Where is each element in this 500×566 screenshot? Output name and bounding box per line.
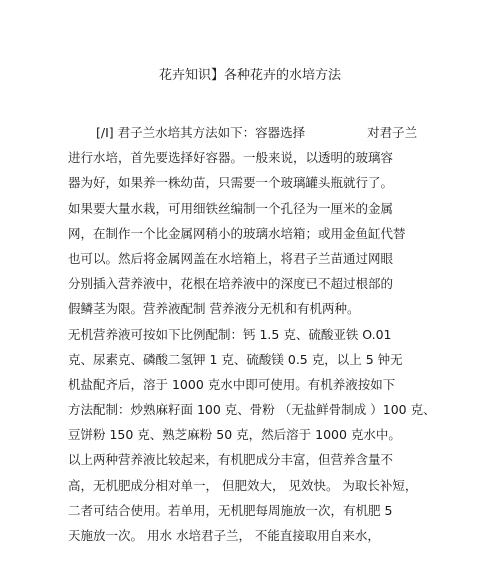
text-line: 机盐配齐后，溶于 1000 克水中即可使用。有机养液按如下 — [68, 376, 396, 392]
text-line: 方法配制：炒熟麻籽面 100 克、骨粉 （无盐鲜骨制成 ）100 克、 — [68, 402, 436, 418]
text-line: 假鳞茎为限。营养液配制 营养液分无机和有机两种。 — [68, 301, 360, 317]
text-line: 也可以。然后将金属网盖在水培箱上，将君子兰苗通过网眼 — [68, 250, 394, 266]
text-line: 无机营养液可按如下比例配制：钙 1.5 克、硫酸亚铁 O.01 — [68, 326, 392, 342]
text-line: 以上两种营养液比较起来，有机肥成分丰富，但营养含量不 — [68, 452, 394, 468]
text-line: 如果要大量水栽，可用细铁丝编制一个孔径为一厘米的金属 — [68, 200, 394, 216]
text-line: 高，无机肥成分相对单一， 但肥效大， 见效快。 为取长补短， — [68, 477, 418, 493]
document-body — [68, 120, 440, 548]
document-title: 花卉知识】各种花卉的水培方法 — [158, 68, 341, 83]
text-line: 器为好，如果养一株幼苗，只需要一个玻璃罐头瓶就行了。 — [68, 175, 394, 191]
text-line: 网，在制作一个比金属网稍小的玻璃水培箱；或用金鱼缸代替 — [68, 225, 406, 241]
first-line-text: [/I] 君子兰水培其方法如下：容器选择 — [96, 125, 306, 140]
text-line: 豆饼粉 150 克、熟芝麻粉 50 克，然后溶于 1000 克水中。 — [68, 427, 401, 443]
first-line-tail: 对君子兰 — [367, 125, 418, 140]
text-line: 二者可结合使用。若单用，无机肥每周施放一次，有机肥 5 — [68, 502, 393, 518]
text-line: 分别插入营养液中，花根在培养液中的深度已不超过根部的 — [68, 276, 394, 292]
text-line: 进行水培，首先要选择好容器。一般来说，以透明的玻璃容 — [68, 150, 394, 166]
paragraph-first-line — [68, 120, 440, 145]
text-line: 克、尿素克、磷酸二氢钾 1 克、硫酸镁 0.5 克，以上 5 钟无 — [68, 351, 403, 367]
text-line: 天施放一次。 用水 水培君子兰， 不能直接取用自来水， — [68, 528, 380, 543]
